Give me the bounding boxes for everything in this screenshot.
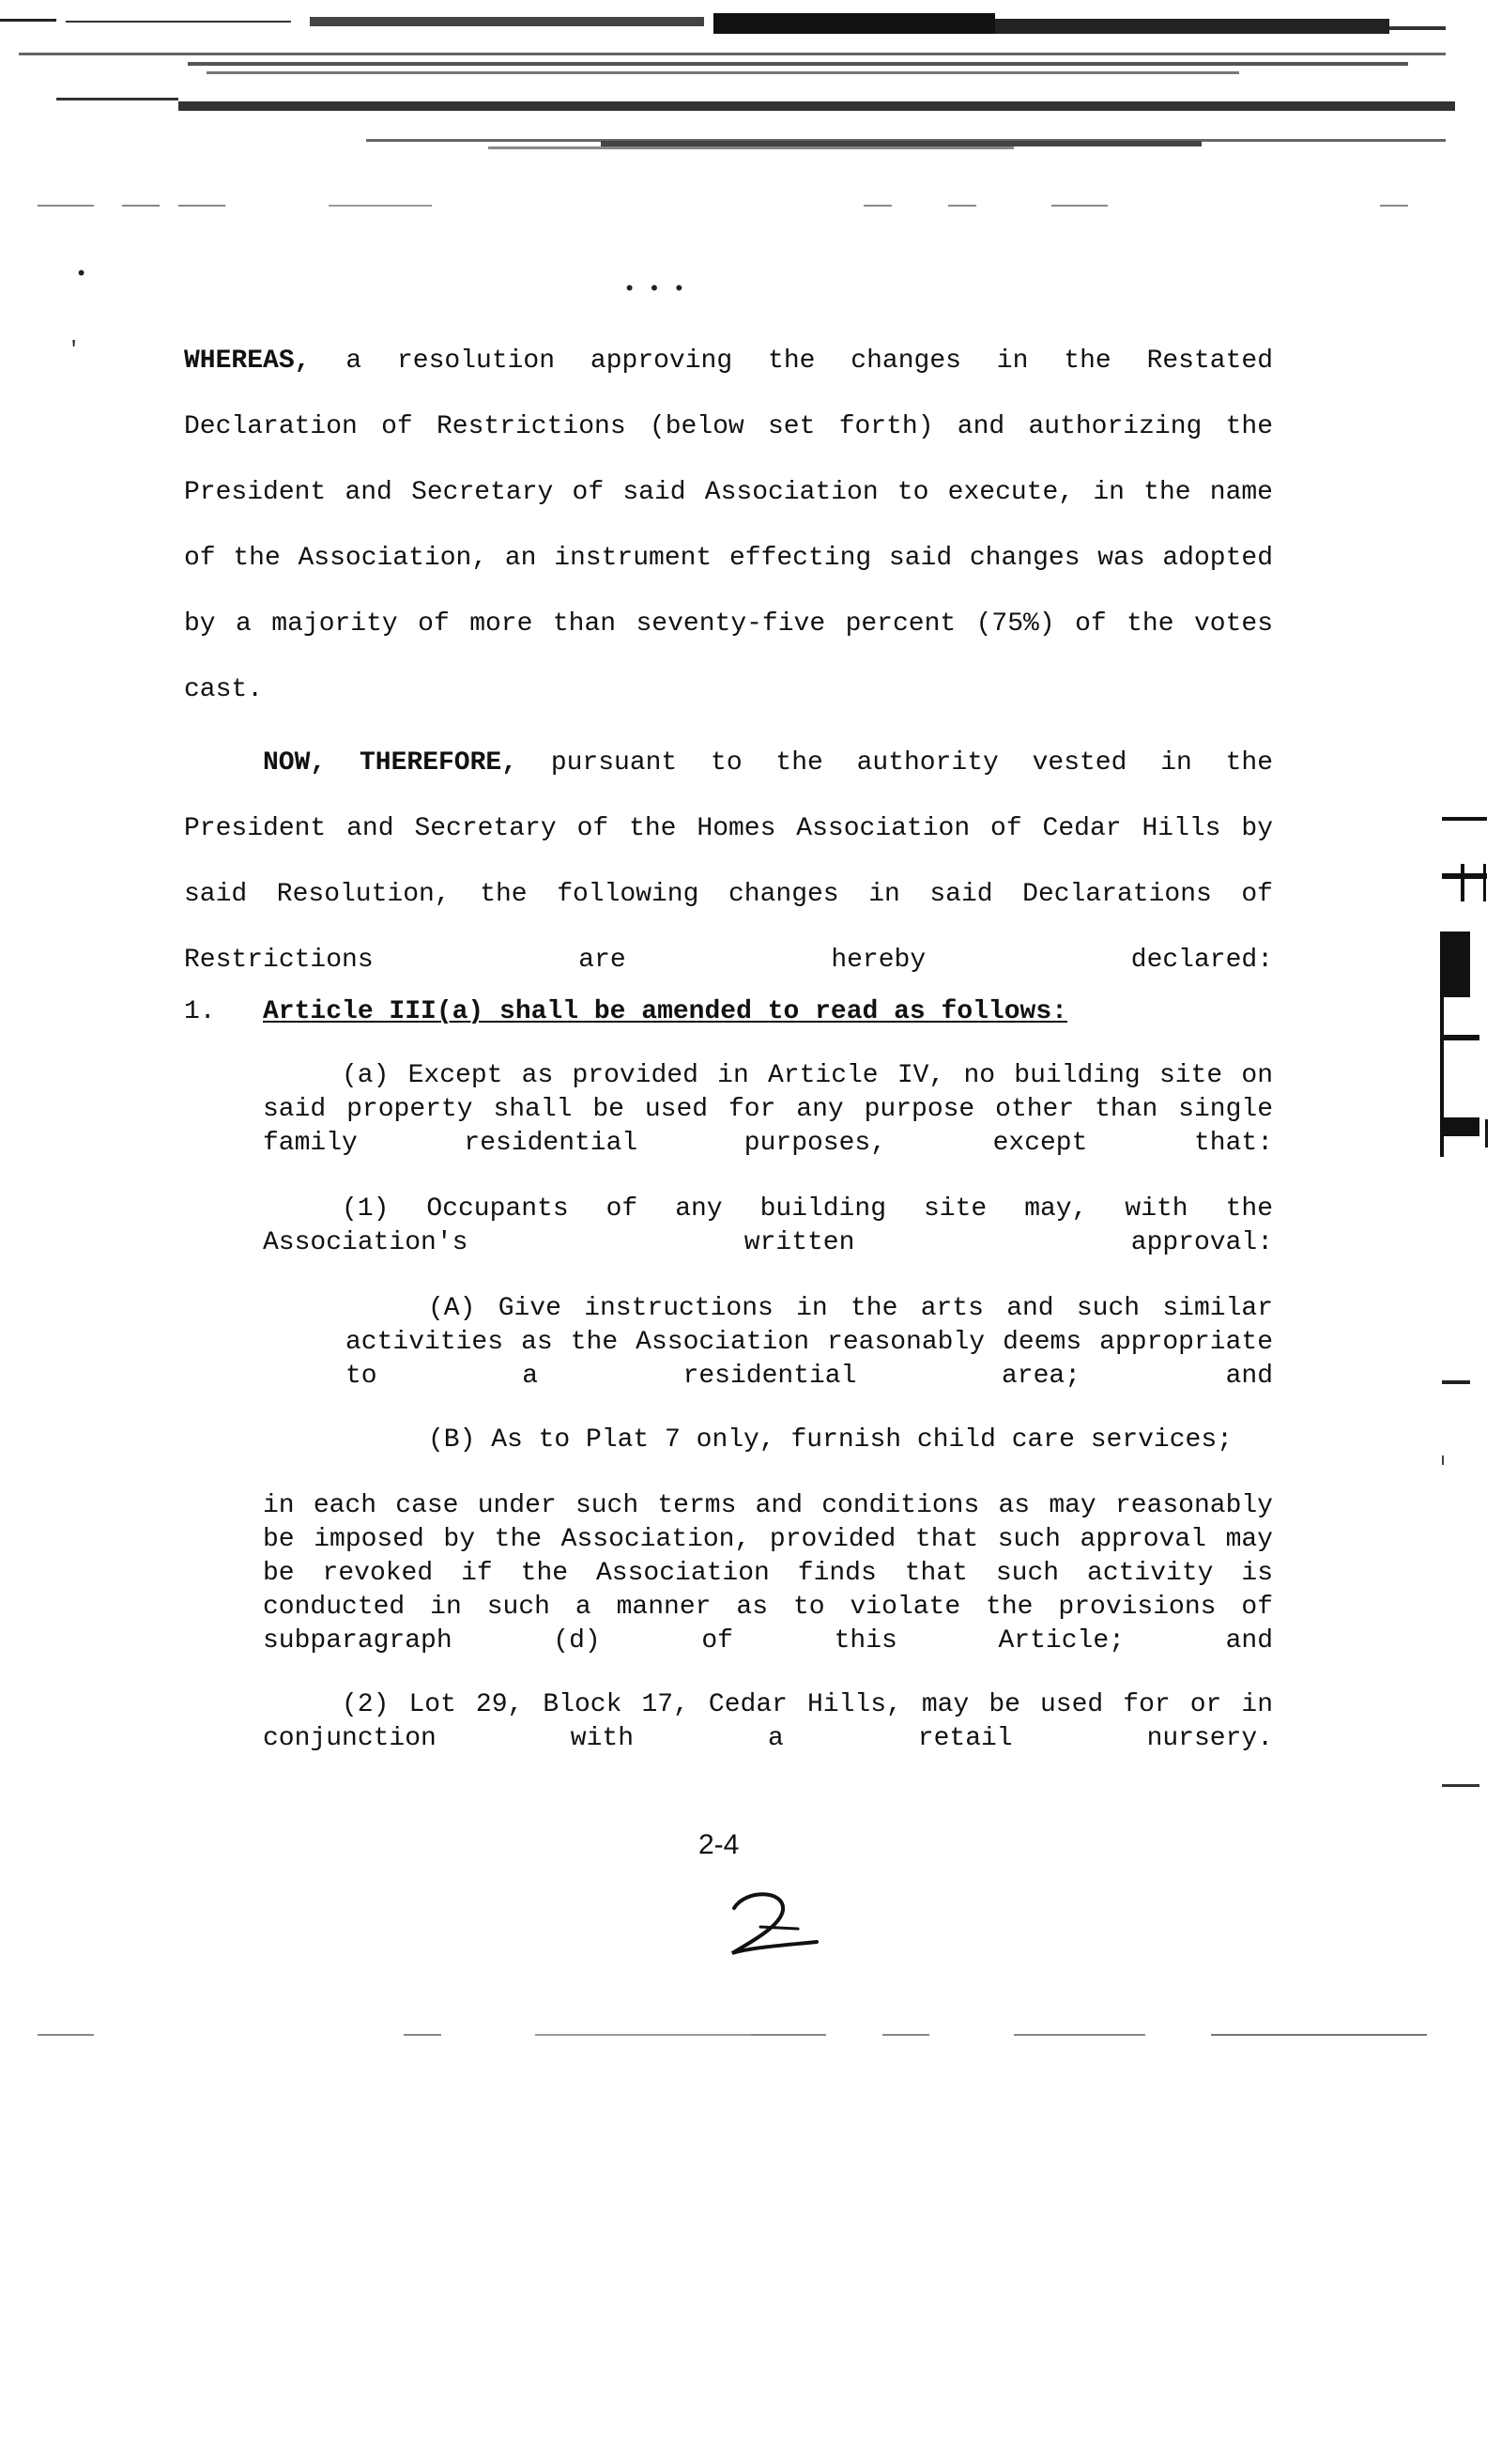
item-number: 1. <box>184 997 216 1026</box>
paragraph-each-case: in each case under such terms and conditions as may reasonably be imposed by the Association, provided that such approval may be revoked if the Association finds that such activity is conducted in such a manner as to violate the provisions of subparagraph (d) of this Article; and <box>263 1491 1273 1656</box>
stray-mark: • • • <box>623 278 686 301</box>
paragraph-a: (a) Except as provided in Article IV, no building site on said property shall be used for any purpose other than single family residential purposes, except that: <box>263 1061 1273 1158</box>
whereas-paragraph <box>184 329 1273 723</box>
scan-footer-artifact <box>0 2026 1502 2045</box>
now-therefore-body: pursuant to the authority vested in the President and Secretary of the Homes Association of Cedar Hills by said Resolution, the following changes in said Declarations of Restrictions are hereby declared: <box>184 748 1273 975</box>
paragraph-2: (2) Lot 29, Block 17, Cedar Hills, may be used for or in conjunction with a retail nursery. <box>263 1690 1273 1753</box>
scan-header-artifact <box>0 0 1502 169</box>
paragraph-A: (A) Give instructions in the arts and such similar activities as the Association reasonably deems appropriate to a residential area; and <box>345 1294 1273 1391</box>
whereas-lead: WHEREAS, <box>184 346 311 376</box>
page-number: 2-4 <box>698 1829 740 1860</box>
paragraph-1: (1) Occupants of any building site may, with the Association's written approval: <box>263 1194 1273 1257</box>
item-heading: Article III(a) shall be amended to read as follows: <box>263 997 1067 1026</box>
scan-dots-artifact <box>0 188 1502 216</box>
paragraph-B: (B) As to Plat 7 only, furnish child care services; <box>428 1425 1233 1455</box>
stray-mark: ' <box>68 338 81 362</box>
stray-mark: • <box>75 263 88 286</box>
now-therefore-lead: NOW, THEREFORE, <box>263 748 518 778</box>
now-therefore-paragraph <box>184 731 1273 993</box>
scan-margin-artifact <box>1427 770 1502 1897</box>
handwritten-two-mark <box>723 1887 826 1963</box>
whereas-body: a resolution approving the changes in the Restated Declaration of Restrictions (below set forth) and authorizing the President and Secretary of said Association to execute, in the name of the Association, an instrument effecting said changes was adopted by a majority of more than seventy-five percent (75%) of the votes cast. <box>184 346 1273 704</box>
